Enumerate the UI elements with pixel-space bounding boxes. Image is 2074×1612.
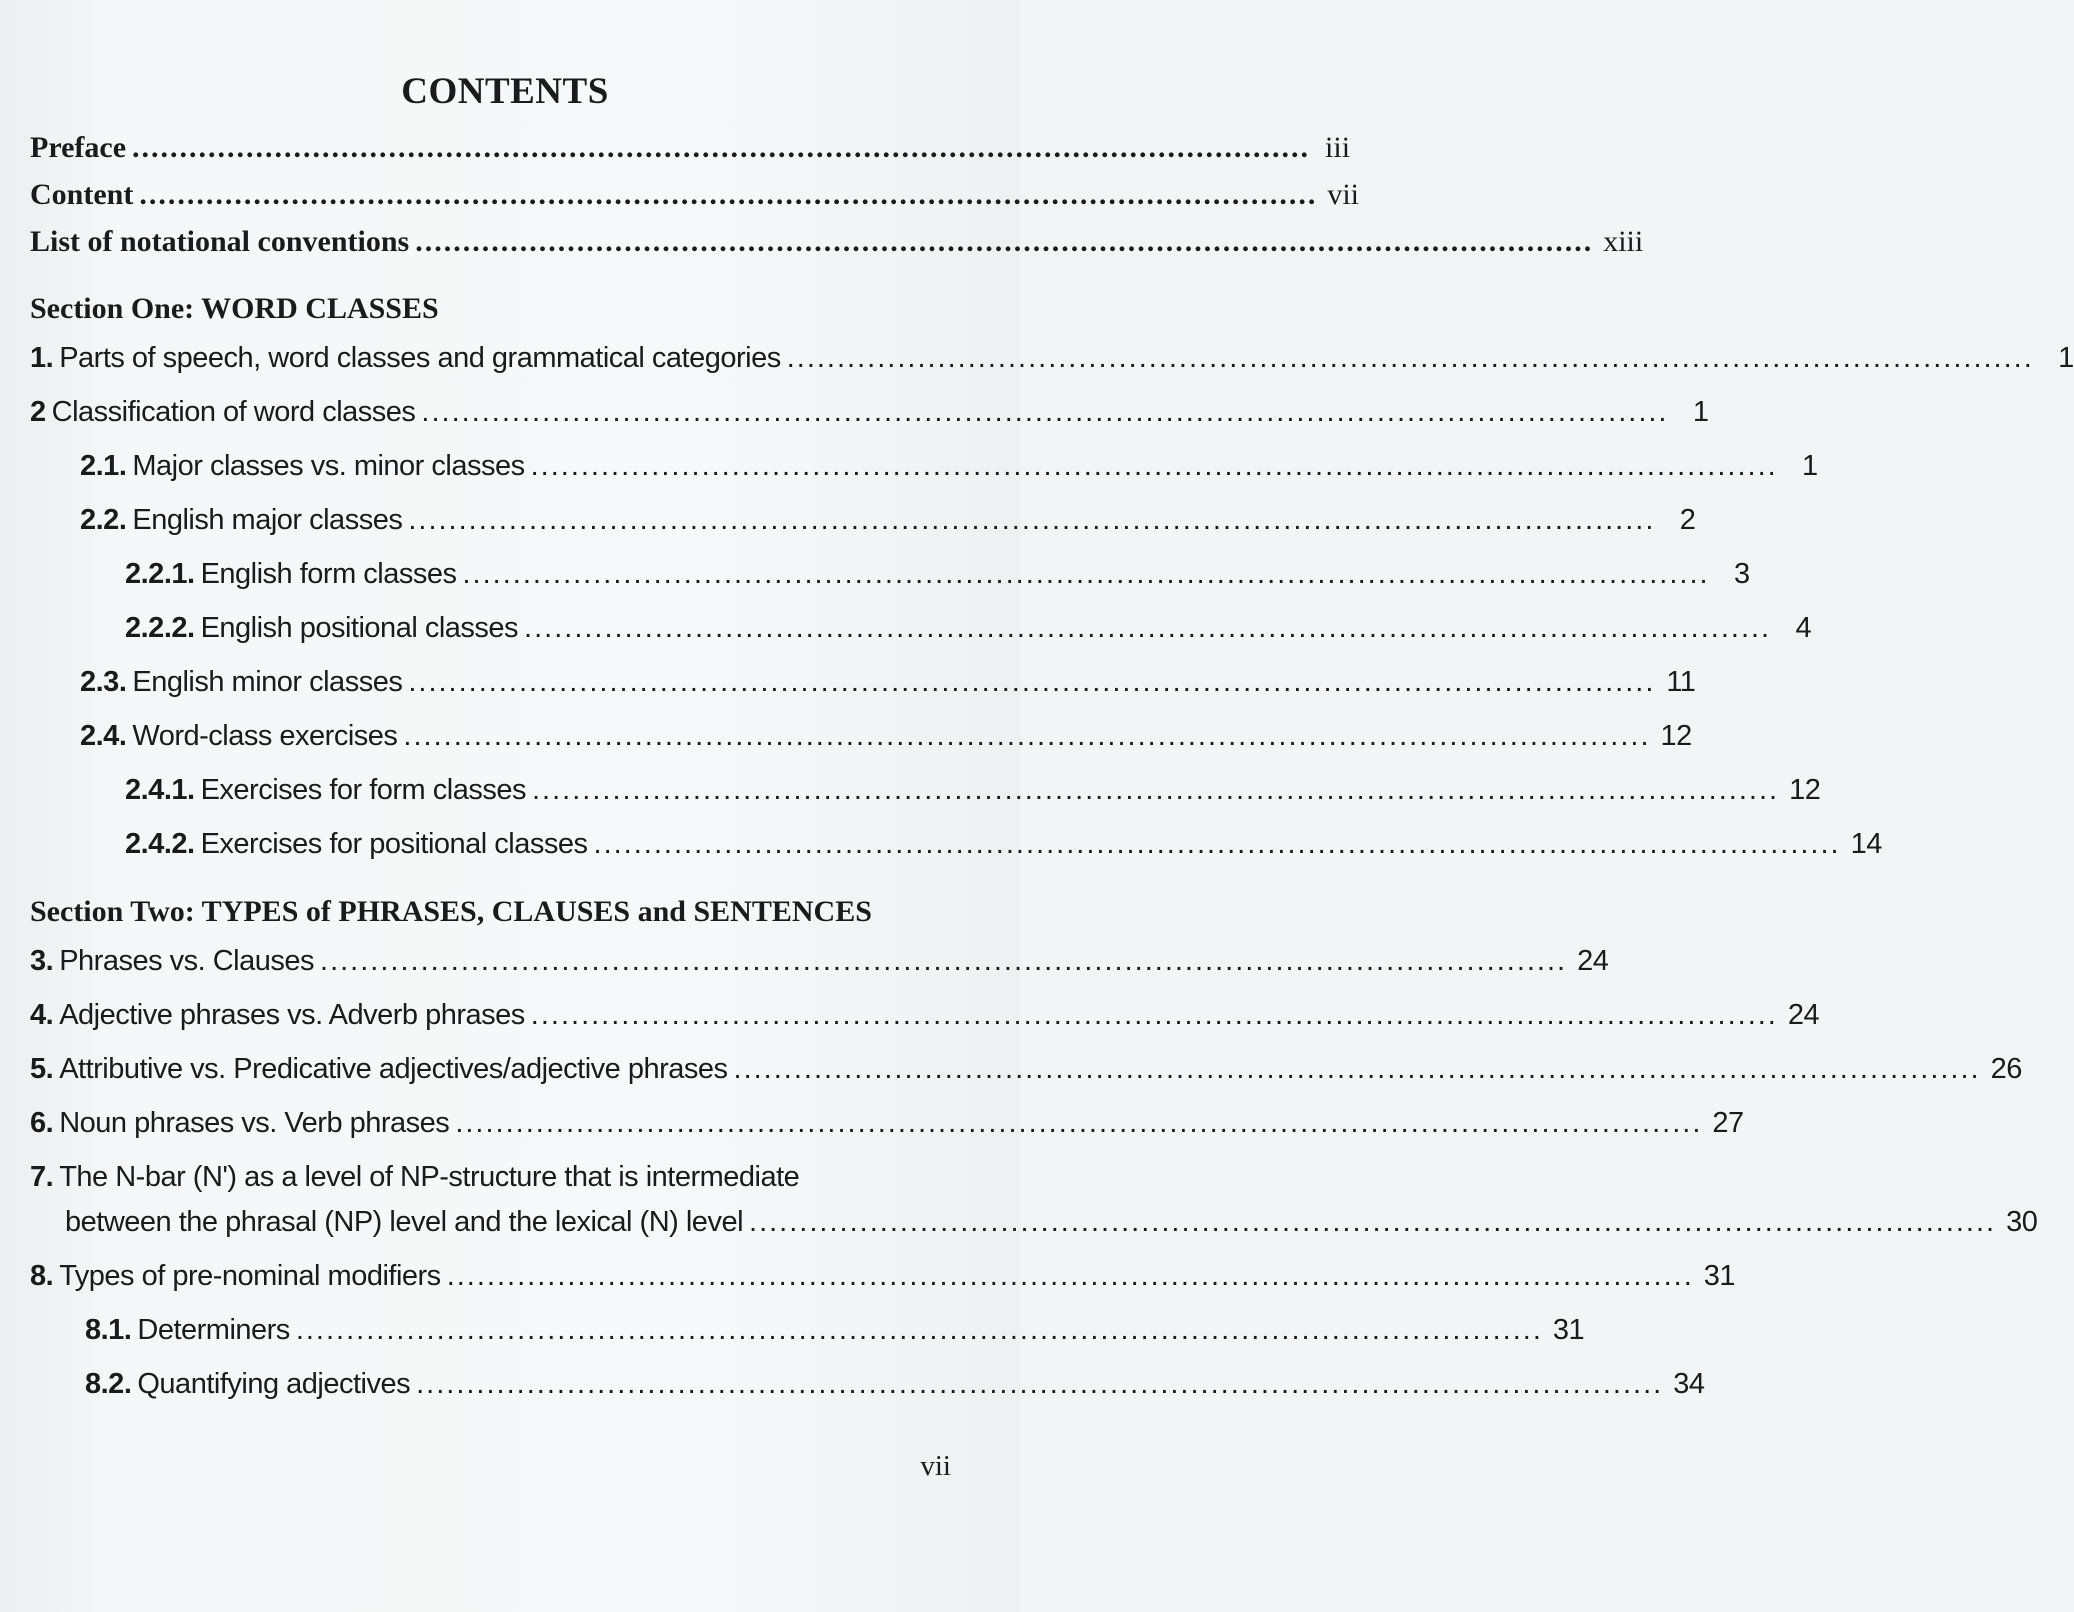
- toc-entry[interactable]: [30, 938, 1609, 978]
- toc-page: 3: [1733, 558, 1750, 590]
- toc-label: English form classes: [200, 558, 457, 590]
- toc-label: English positional classes: [200, 612, 519, 644]
- dot-leader: ............................................................................................................................: [408, 666, 1656, 698]
- toc-entry[interactable]: [30, 1046, 2022, 1086]
- toc-number: 2.3.: [80, 666, 127, 698]
- toc-number: 2.1.: [80, 450, 127, 482]
- toc-page: 12: [1660, 720, 1692, 752]
- toc-number: 1.: [30, 342, 54, 374]
- dot-leader: ............................................................................................................................: [524, 612, 1772, 644]
- toc-number: 5.: [30, 1053, 54, 1085]
- toc-entry[interactable]: [125, 551, 1750, 591]
- dot-leader: ............................................................................................................................: [786, 342, 2034, 374]
- toc-label: English minor classes: [132, 666, 403, 698]
- toc-number: 8.: [30, 1260, 54, 1292]
- toc-page: 14: [1850, 828, 1882, 860]
- toc-page: 30: [2006, 1206, 2038, 1238]
- dot-leader: ............................................................................................................................: [749, 1206, 1997, 1238]
- toc-page: 12: [1789, 774, 1821, 806]
- toc-label: Phrases vs. Clauses: [59, 945, 315, 977]
- toc-page: 26: [1990, 1053, 2022, 1085]
- toc-page: xiii: [1603, 225, 1644, 258]
- dot-leader: ............................................................................................................................: [415, 225, 1594, 258]
- dot-leader: ............................................................................................................................: [455, 1107, 1703, 1139]
- toc-page: 4: [1795, 612, 1812, 644]
- toc-label: Major classes vs. minor classes: [132, 450, 525, 482]
- toc-label: The N-bar (N') as a level of NP-structure that is intermediate: [59, 1161, 800, 1193]
- dot-leader: ............................................................................................................................: [530, 999, 1778, 1031]
- toc-number: 8.2.: [85, 1368, 132, 1400]
- section-two-heading: Section Two: TYPES of PHRASES, CLAUSES and SENTENCES: [30, 895, 872, 928]
- dot-leader: ............................................................................................................................: [295, 1314, 1543, 1346]
- toc-label: Preface: [30, 131, 127, 164]
- dot-leader: ............................................................................................................................: [132, 131, 1311, 164]
- toc-number: 7.: [30, 1161, 54, 1193]
- toc-number: 2: [30, 396, 46, 428]
- toc-entry-continuation[interactable]: [65, 1199, 2038, 1239]
- page-number: vii: [920, 1450, 951, 1482]
- toc-page: 24: [1787, 999, 1820, 1031]
- toc-entry[interactable]: [125, 767, 1821, 807]
- toc-number: 2.2.2.: [125, 612, 195, 644]
- toc-entry[interactable]: [30, 1253, 1736, 1293]
- toc-label: Attributive vs. Predicative adjectives/adjective phrases: [59, 1053, 728, 1085]
- dot-leader: ............................................................................................................................: [320, 945, 1568, 977]
- toc-page: 1: [1692, 396, 1709, 428]
- toc-page: 31: [1703, 1260, 1736, 1292]
- toc-entry[interactable]: [30, 992, 1820, 1032]
- toc-label: Determiners: [137, 1314, 290, 1346]
- toc-page: 1: [2058, 342, 2074, 374]
- toc-number: 2.2.1.: [125, 558, 195, 590]
- dot-leader: ............................................................................................................................: [446, 1260, 1694, 1292]
- toc-entry[interactable]: [80, 713, 1692, 753]
- toc-number: 6.: [30, 1107, 54, 1139]
- toc-label: Quantifying adjectives: [137, 1368, 411, 1400]
- toc-entry-multiline[interactable]: [30, 1154, 980, 1194]
- dot-leader: ............................................................................................................................: [139, 178, 1318, 211]
- toc-label: English major classes: [132, 504, 403, 536]
- toc-label: List of notational conventions: [30, 225, 410, 258]
- dot-leader: ............................................................................................................................: [408, 504, 1656, 536]
- toc-number: 2.4.2.: [125, 828, 195, 860]
- toc-label: Types of pre-nominal modifiers: [59, 1260, 441, 1292]
- toc-entry[interactable]: [80, 659, 1696, 699]
- toc-page: 11: [1666, 666, 1696, 698]
- toc-label: Word-class exercises: [132, 720, 398, 752]
- toc-page: 27: [1712, 1107, 1744, 1139]
- toc-number: 4.: [30, 999, 54, 1031]
- dot-leader: ............................................................................................................................: [421, 396, 1669, 428]
- toc-entry[interactable]: [85, 1307, 1585, 1347]
- toc-entry[interactable]: [125, 821, 1882, 861]
- page-title: CONTENTS: [401, 71, 609, 112]
- toc-page: 34: [1673, 1368, 1705, 1400]
- toc-label: Exercises for positional classes: [200, 828, 588, 860]
- toc-page: 24: [1577, 945, 1609, 977]
- toc-entry[interactable]: [85, 1361, 1705, 1401]
- toc-entry-notational-conventions[interactable]: [30, 219, 1644, 259]
- toc-label: Classification of word classes: [51, 396, 416, 428]
- toc-label: Content: [30, 178, 134, 211]
- toc-entry-content[interactable]: [30, 172, 1360, 212]
- toc-label: Adjective phrases vs. Adverb phrases: [59, 999, 525, 1031]
- dot-leader: ............................................................................................................................: [403, 720, 1651, 752]
- dot-leader: ............................................................................................................................: [530, 450, 1778, 482]
- toc-number: 3.: [30, 945, 54, 977]
- toc-entry[interactable]: [80, 443, 1818, 483]
- toc-page: 31: [1552, 1314, 1585, 1346]
- toc-label: Parts of speech, word classes and grammatical categories: [59, 342, 781, 374]
- dot-leader: ............................................................................................................................: [416, 1368, 1664, 1400]
- toc-entry[interactable]: [30, 1100, 1744, 1140]
- toc-number: 2.4.1.: [125, 774, 195, 806]
- toc-entry[interactable]: [30, 389, 1709, 429]
- toc-entry[interactable]: [30, 335, 2074, 375]
- toc-page: 1: [1802, 450, 1818, 482]
- toc-entry-preface[interactable]: [30, 125, 1351, 165]
- toc-number: 2.4.: [80, 720, 127, 752]
- dot-leader: ............................................................................................................................: [462, 558, 1710, 590]
- section-one-heading: Section One: WORD CLASSES: [30, 292, 439, 325]
- dot-leader: ............................................................................................................................: [593, 828, 1841, 860]
- toc-entry[interactable]: [80, 497, 1696, 537]
- toc-label-continuation: between the phrasal (NP) level and the lexical (N) level: [65, 1206, 744, 1238]
- toc-number: 2.2.: [80, 504, 127, 536]
- dot-leader: ............................................................................................................................: [531, 774, 1780, 806]
- toc-entry[interactable]: [125, 605, 1812, 645]
- toc-label: Exercises for form classes: [200, 774, 526, 806]
- dot-leader: ............................................................................................................................: [733, 1053, 1981, 1085]
- toc-page: vii: [1327, 178, 1360, 211]
- toc-page: iii: [1325, 131, 1351, 164]
- toc-page: 2: [1679, 504, 1696, 536]
- toc-label: Noun phrases vs. Verb phrases: [59, 1107, 450, 1139]
- toc-number: 8.1.: [85, 1314, 132, 1346]
